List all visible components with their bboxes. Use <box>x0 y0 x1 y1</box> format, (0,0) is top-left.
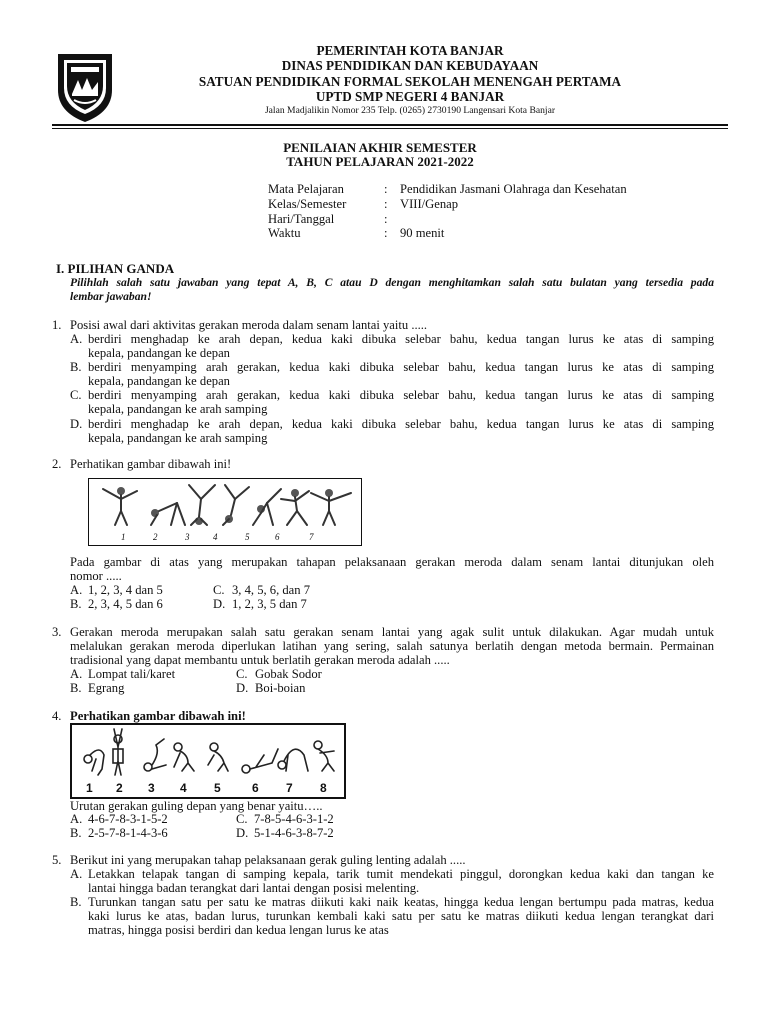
q3-stem-end: tradisional yang dapat membantu untuk berlatih gerakan meroda adalah ..... <box>70 653 450 667</box>
header-divider-thin <box>52 128 728 129</box>
q2-option-c: 3, 4, 5, 6, dan 7 <box>232 583 311 597</box>
q4-option-a-letter: A. <box>70 812 83 826</box>
exam-info <box>268 182 698 241</box>
q2-text-cont: nomor ..... <box>70 569 122 583</box>
q1-option-c: berdiri menyamping arah gerakan, kedua kaki dibuka selebar bahu, kedua tangan lurus ke atas di samping <box>88 388 714 402</box>
q2-option-d: 1, 2, 3, 5 dan 7 <box>232 597 307 611</box>
forward-roll-figure <box>70 723 346 799</box>
q1-option-c-letter: C. <box>70 388 82 402</box>
q4-option-d: 5-1-4-6-3-8-7-2 <box>254 826 334 840</box>
q4-stem: Perhatikan gambar dibawah ini! <box>70 709 246 723</box>
roll-label-4: 4 <box>180 781 187 795</box>
q5-option-a-cont: lantai hingga badan terangkat dari lantai dengan posisi melenting. <box>88 881 420 895</box>
q3-option-d-letter: D. <box>236 681 249 695</box>
q1-option-b-letter: B. <box>70 360 82 374</box>
info-row-class: Kelas/Semester : VIII/Genap <box>268 196 459 211</box>
roll-label-2: 2 <box>116 781 123 795</box>
info-key: Mata Pelajaran <box>268 182 344 196</box>
section-instruction: Pilihlah salah satu jawaban yang tepat A, B, C atau D dengan menghitamkan salah satu bulatan yang tersedia pada <box>70 276 714 289</box>
q1-option-d-letter: D. <box>70 417 83 431</box>
q3-option-c: Gobak Sodor <box>255 667 322 681</box>
cartwheel-label-2: 2 <box>153 532 158 542</box>
q3-option-a: Lompat tali/karet <box>88 667 176 681</box>
q3-option-d: Boi-boian <box>255 681 306 695</box>
header-divider <box>52 124 728 126</box>
q2-stem: Perhatikan gambar dibawah ini! <box>70 457 232 471</box>
q5-option-b: Turunkan tangan satu per satu ke matras diikuti kaki naik keatas, hingga kedua lengan bertumpu pada matras, kedua <box>88 895 714 909</box>
q4-number: 4. <box>52 709 62 723</box>
cartwheel-label-4: 4 <box>213 532 218 542</box>
q5-option-b-end: matras, hingga posisi berdiri dan kedua lengan lurus ke atas <box>88 923 389 937</box>
info-value: 90 menit <box>400 226 445 241</box>
q4-option-a: 4-6-7-8-3-1-5-2 <box>88 812 168 826</box>
q4-text: Urutan gerakan guling depan yang benar yaitu….. <box>70 799 323 813</box>
q1-option-b-cont: kepala, pandangan ke depan <box>88 374 230 388</box>
q3-option-c-letter: C. <box>236 667 248 681</box>
section-instruction-cont: lembar jawaban! <box>70 290 152 303</box>
info-row-subject: Mata Pelajaran : Pendidikan Jasmani Olahraga dan Kesehatan <box>268 182 627 196</box>
exam-title: PENILAIAN AKHIR SEMESTER <box>283 140 477 155</box>
q2-option-b: 2, 3, 4, 5 dan 6 <box>88 597 163 611</box>
q5-option-a-letter: A. <box>70 867 83 881</box>
q1-stem: Posisi awal dari aktivitas gerakan meroda dalam senam lantai yaitu ..... <box>70 318 428 332</box>
q3-option-b: Egrang <box>88 681 125 695</box>
cartwheel-label-1: 1 <box>121 532 126 542</box>
q2-option-a-letter: A. <box>70 583 83 597</box>
roll-label-3: 3 <box>148 781 155 795</box>
roll-label-1: 1 <box>86 781 93 795</box>
q2-option-b-letter: B. <box>70 597 82 611</box>
info-value: Pendidikan Jasmani Olahraga dan Kesehatan <box>400 182 627 196</box>
q4-option-c-letter: C. <box>236 812 248 826</box>
q2-text: Pada gambar di atas yang merupakan tahapan pelaksanaan gerakan meroda dalam senam lantai ditunjukan oleh <box>70 555 714 569</box>
q3-stem: Gerakan meroda merupakan salah satu gerakan senam lantai yang agak sulit untuk dilakukan. Agar mudah untuk <box>70 625 714 639</box>
q3-option-a-letter: A. <box>70 667 83 681</box>
header-school: UPTD SMP NEGERI 4 BANJAR <box>315 89 505 104</box>
info-key: Waktu <box>268 226 301 241</box>
q1-option-a: berdiri menghadap ke arah depan, kedua kaki dibuka selebar bahu, kedua tangan lurus ke atas di samping <box>88 332 714 346</box>
info-key: Hari/Tanggal <box>268 211 335 226</box>
q1-option-b: berdiri menyamping arah gerakan, kedua kaki dibuka selebar bahu, kedua tangan lurus ke atas di samping <box>88 360 714 374</box>
q2-option-d-letter: D. <box>213 597 226 611</box>
q1-option-c-cont: kepala, pandangan ke arah samping <box>88 402 268 416</box>
cartwheel-label-7: 7 <box>309 532 314 542</box>
q1-option-a-letter: A. <box>70 332 83 346</box>
q2-number: 2. <box>52 457 62 471</box>
header-government: PEMERINTAH KOTA BANJAR <box>316 43 504 58</box>
q4-option-b-letter: B. <box>70 826 82 840</box>
q5-option-b-letter: B. <box>70 895 82 909</box>
q2-option-a: 1, 2, 3, 4 dan 5 <box>88 583 163 597</box>
q1-number: 1. <box>52 318 62 332</box>
info-row-time: Waktu : 90 menit <box>268 226 445 241</box>
q5-number: 5. <box>52 853 62 867</box>
roll-label-7: 7 <box>286 781 293 795</box>
header-unit: SATUAN PENDIDIKAN FORMAL SEKOLAH MENENGAH PERTAMA <box>198 74 622 89</box>
school-logo <box>54 50 116 124</box>
q3-number: 3. <box>52 625 62 639</box>
q1-option-a-cont: kepala, pandangan ke depan <box>88 346 230 360</box>
q4-option-d-letter: D. <box>236 826 249 840</box>
info-row-date: Hari/Tanggal : <box>268 211 388 226</box>
roll-label-8: 8 <box>320 781 327 795</box>
cartwheel-label-3: 3 <box>185 532 190 542</box>
cartwheel-figure <box>88 478 362 546</box>
q1-option-d: berdiri menghadap ke arah depan, kedua kaki dibuka selebar bahu, kedua tangan lurus ke atas di samping <box>88 417 714 431</box>
q3-stem-cont: melalukan gerakan meroda diperlukan latihan yang sering, salah satunya berlatih dengan metoda bermain. Permainan <box>70 639 714 653</box>
q1-option-d-cont: kepala, pandangan ke arah samping <box>88 431 268 445</box>
section-title: I. PILIHAN GANDA <box>56 261 175 276</box>
q2-option-c-letter: C. <box>213 583 225 597</box>
exam-year: TAHUN PELAJARAN 2021-2022 <box>286 154 474 169</box>
q4-option-b: 2-5-7-8-1-4-3-6 <box>88 826 168 840</box>
q5-option-b-cont: kaki lurus ke atas, badan lurus, turunkan kembali kaki satu per satu ke matras diikuti kedua lengan terangkat dari <box>88 909 714 923</box>
q5-option-a: Letakkan telapak tangan di samping kepala, tarik tumit mendekati pinggul, dorongkan kedua kaki dan tangan ke <box>88 867 714 881</box>
cartwheel-label-5: 5 <box>245 532 250 542</box>
roll-label-5: 5 <box>214 781 221 795</box>
info-key: Kelas/Semester <box>268 196 347 211</box>
header-address: Jalan Madjalikin Nomor 235 Telp. (0265) 2730190 Langensari Kota Banjar <box>264 105 556 116</box>
cartwheel-label-6: 6 <box>275 532 280 542</box>
q5-stem: Berikut ini yang merupakan tahap pelaksanaan gerak guling lenting adalah ..... <box>70 853 466 867</box>
header-department: DINAS PENDIDIKAN DAN KEBUDAYAAN <box>281 58 539 73</box>
q4-option-c: 7-8-5-4-6-3-1-2 <box>254 812 334 826</box>
roll-label-6: 6 <box>252 781 259 795</box>
info-value: VIII/Genap <box>400 196 459 211</box>
q3-option-b-letter: B. <box>70 681 82 695</box>
